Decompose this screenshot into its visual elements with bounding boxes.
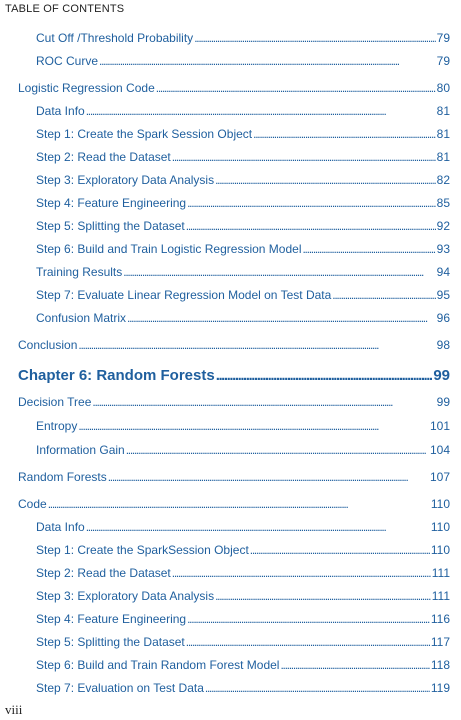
toc-entry[interactable] bbox=[36, 104, 450, 124]
toc-chapter-page: 99 bbox=[433, 367, 450, 384]
dot-leader bbox=[78, 338, 435, 352]
toc-entry-title: Step 7: Evaluation on Test Data bbox=[36, 681, 204, 695]
dot-leader bbox=[302, 242, 435, 256]
toc-entry-page: 81 bbox=[436, 104, 450, 118]
toc-entry-page: 94 bbox=[436, 265, 450, 279]
dot-leader bbox=[172, 150, 436, 164]
page-number: viii bbox=[5, 702, 23, 717]
toc-entry-title: Step 1: Create the Spark Session Object bbox=[36, 127, 253, 141]
dot-leader bbox=[215, 173, 436, 187]
dot-leader bbox=[126, 443, 429, 457]
toc-entry[interactable] bbox=[36, 520, 450, 540]
toc-entry-title: Step 3: Exploratory Data Analysis bbox=[36, 589, 215, 603]
dot-leader bbox=[194, 31, 435, 45]
toc-entry-page: 81 bbox=[436, 127, 450, 141]
toc-entry-page: 98 bbox=[436, 338, 450, 352]
toc-entry-page: 110 bbox=[430, 497, 450, 511]
toc-entry-page: 101 bbox=[429, 419, 450, 433]
toc-entry[interactable] bbox=[36, 443, 450, 463]
dot-leader bbox=[280, 658, 429, 672]
dot-leader bbox=[187, 612, 430, 626]
dot-leader bbox=[186, 219, 436, 233]
toc-entry[interactable] bbox=[36, 589, 450, 609]
dot-leader bbox=[205, 681, 430, 695]
toc-entry-title: Decision Tree bbox=[18, 395, 92, 409]
toc-entry[interactable] bbox=[36, 543, 450, 563]
toc-chapter-title: Chapter 6: Random Forests bbox=[18, 367, 215, 384]
toc-entry-title: Step 2: Read the Dataset bbox=[36, 150, 171, 164]
toc-entry[interactable] bbox=[18, 497, 450, 517]
toc-entry[interactable] bbox=[18, 395, 450, 415]
toc-entry-page: 79 bbox=[436, 31, 450, 45]
toc-entry-page: 117 bbox=[430, 635, 450, 649]
dot-leader bbox=[187, 196, 436, 210]
dot-leader bbox=[156, 81, 436, 95]
dot-leader bbox=[86, 520, 430, 534]
toc-entry-title: Cut Off /Threshold Probability bbox=[36, 31, 194, 45]
toc-entry-title: Training Results bbox=[36, 265, 123, 279]
toc-entry-title: Information Gain bbox=[36, 443, 125, 457]
dot-leader bbox=[108, 470, 429, 484]
toc-entry-page: 110 bbox=[430, 543, 450, 557]
toc-entry-title: Code bbox=[18, 497, 47, 511]
dot-leader bbox=[99, 54, 436, 68]
toc-entry-page: 92 bbox=[436, 219, 450, 233]
toc-entry[interactable] bbox=[36, 219, 450, 239]
toc-entry[interactable] bbox=[36, 612, 450, 632]
toc-entry-page: 93 bbox=[436, 242, 450, 256]
toc-entry-page: 81 bbox=[436, 150, 450, 164]
toc-entry-title: Step 3: Exploratory Data Analysis bbox=[36, 173, 215, 187]
toc-entry-title: Data Info bbox=[36, 104, 85, 118]
dot-leader bbox=[92, 395, 435, 409]
toc-entry[interactable] bbox=[36, 635, 450, 655]
toc-entry[interactable] bbox=[36, 31, 450, 51]
dot-leader bbox=[172, 566, 431, 580]
toc-entry-page: 111 bbox=[431, 566, 450, 580]
toc-entry-title: Confusion Matrix bbox=[36, 311, 127, 325]
toc-entry-page: 80 bbox=[436, 81, 450, 95]
toc-entry[interactable] bbox=[36, 311, 450, 331]
toc-entry-page: 85 bbox=[436, 196, 450, 210]
dot-leader bbox=[127, 311, 436, 325]
toc-entry[interactable] bbox=[36, 196, 450, 216]
running-head: TABLE OF CONTENTS bbox=[5, 3, 125, 15]
dot-leader bbox=[186, 635, 430, 649]
toc-entry[interactable] bbox=[36, 173, 450, 193]
toc-entry-title: Step 5: Splitting the Dataset bbox=[36, 219, 185, 233]
toc-entry-page: 119 bbox=[430, 681, 450, 695]
toc-entry-page: 82 bbox=[436, 173, 450, 187]
toc-entry-page: 107 bbox=[429, 470, 450, 484]
toc-entry-page: 99 bbox=[436, 395, 450, 409]
toc-entry-title: Step 7: Evaluate Linear Regression Model on Test Data bbox=[36, 288, 332, 302]
toc-entry[interactable] bbox=[18, 338, 450, 358]
toc-chapter-entry[interactable] bbox=[18, 367, 450, 387]
toc-entry[interactable] bbox=[18, 470, 450, 490]
toc-entry-title: Logistic Regression Code bbox=[18, 81, 155, 95]
toc-entry-title: Step 4: Feature Engineering bbox=[36, 196, 187, 210]
toc-entry[interactable] bbox=[36, 54, 450, 74]
toc-entry-page: 111 bbox=[431, 589, 450, 603]
toc-entry[interactable] bbox=[36, 265, 450, 285]
toc-entry-title: ROC Curve bbox=[36, 54, 99, 68]
toc-entry[interactable] bbox=[36, 566, 450, 586]
toc-entry-page: 118 bbox=[430, 658, 450, 672]
toc-entry[interactable] bbox=[36, 127, 450, 147]
toc-entry-title: Data Info bbox=[36, 520, 85, 534]
toc-entry-page: 95 bbox=[436, 288, 450, 302]
toc-entry-title: Step 6: Build and Train Random Forest Model bbox=[36, 658, 280, 672]
dot-leader bbox=[48, 497, 430, 511]
toc-entry[interactable] bbox=[36, 242, 450, 262]
toc-entry[interactable] bbox=[36, 419, 450, 439]
toc-entry-page: 116 bbox=[430, 612, 450, 626]
dot-leader bbox=[250, 543, 430, 557]
toc-entry-title: Step 4: Feature Engineering bbox=[36, 612, 187, 626]
dot-leader bbox=[123, 265, 435, 279]
dot-leader bbox=[332, 288, 435, 302]
toc-entry-page: 96 bbox=[436, 311, 450, 325]
toc-entry-page: 79 bbox=[436, 54, 450, 68]
toc-entry[interactable] bbox=[36, 288, 450, 308]
toc-entry-page: 104 bbox=[429, 443, 450, 457]
dot-leader bbox=[216, 367, 433, 384]
dot-leader bbox=[253, 127, 436, 141]
toc-entry[interactable] bbox=[36, 681, 450, 701]
dot-leader bbox=[78, 419, 429, 433]
toc-entry[interactable] bbox=[18, 81, 450, 101]
toc-entry-title: Entropy bbox=[36, 419, 78, 433]
toc-entry-title: Random Forests bbox=[18, 470, 107, 484]
toc-entry-title: Step 1: Create the SparkSession Object bbox=[36, 543, 249, 557]
dot-leader bbox=[86, 104, 436, 118]
toc-entry-title: Step 5: Splitting the Dataset bbox=[36, 635, 185, 649]
toc-entry-title: Step 6: Build and Train Logistic Regression Model bbox=[36, 242, 302, 256]
dot-leader bbox=[215, 589, 431, 603]
toc-entry[interactable] bbox=[36, 658, 450, 678]
toc-entry-title: Step 2: Read the Dataset bbox=[36, 566, 171, 580]
toc-entry[interactable] bbox=[36, 150, 450, 170]
toc-entry-title: Conclusion bbox=[18, 338, 78, 352]
toc-entry-page: 110 bbox=[430, 520, 450, 534]
